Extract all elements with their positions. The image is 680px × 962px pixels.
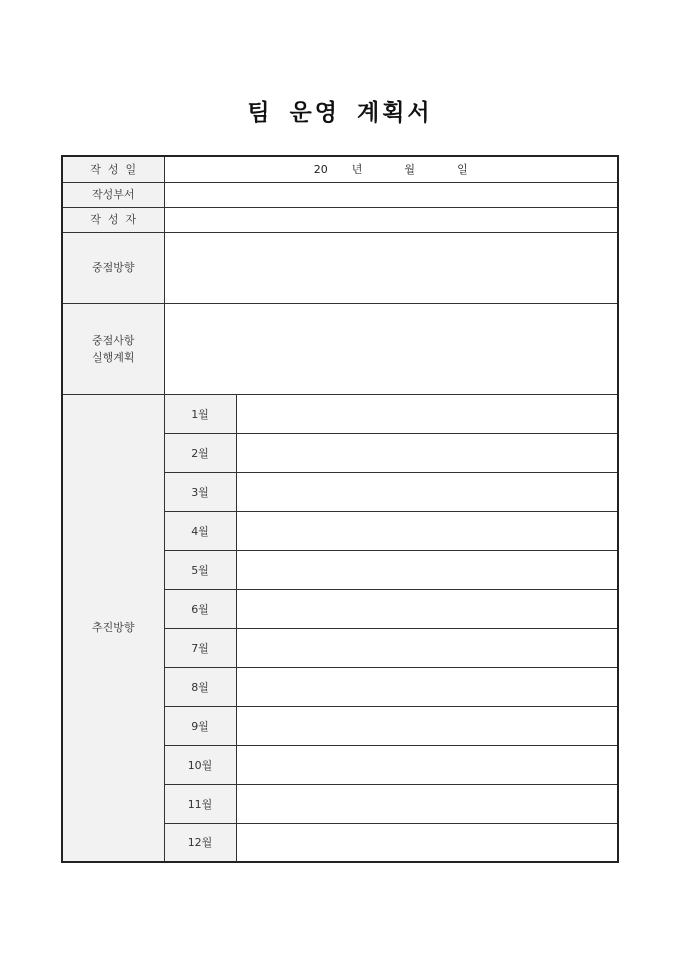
month-field[interactable]: [236, 706, 618, 745]
month-label: 12월: [164, 823, 236, 862]
month-field[interactable]: [236, 823, 618, 862]
month-field[interactable]: [236, 784, 618, 823]
date-day: 일: [457, 163, 468, 177]
author-label: 작성자: [62, 207, 164, 232]
month-label: 9월: [164, 706, 236, 745]
date-year-prefix: 20: [313, 163, 328, 177]
date-year: 년: [351, 163, 363, 177]
month-label: 2월: [164, 433, 236, 472]
month-field[interactable]: [236, 511, 618, 550]
month-field[interactable]: [236, 433, 618, 472]
row-date: [62, 156, 618, 182]
plan-form-table: [61, 155, 619, 863]
author-field[interactable]: [164, 207, 618, 232]
month-field[interactable]: [236, 472, 618, 511]
month-label: 10월: [164, 745, 236, 784]
month-label: 6월: [164, 589, 236, 628]
month-field[interactable]: [236, 550, 618, 589]
row-plan: [62, 303, 618, 394]
row-author: [62, 207, 618, 232]
month-field[interactable]: [236, 394, 618, 433]
dept-label: 작성부서: [62, 182, 164, 207]
document-title: 팀 운영 계획서: [247, 100, 433, 126]
plan-label-line2: 실행계획: [91, 350, 135, 364]
row-dept: [62, 182, 618, 207]
month-label: 7월: [164, 628, 236, 667]
date-field[interactable]: [164, 156, 618, 182]
month-field[interactable]: [236, 628, 618, 667]
progress-label: 추진방향: [62, 394, 164, 862]
month-label: 3월: [164, 472, 236, 511]
month-label: 11월: [164, 784, 236, 823]
month-label: 1월: [164, 394, 236, 433]
plan-field[interactable]: [164, 303, 618, 394]
plan-label-line1: 중점사항: [91, 333, 135, 347]
focus-field[interactable]: [164, 232, 618, 303]
month-label: 4월: [164, 511, 236, 550]
row-focus: [62, 232, 618, 303]
month-field[interactable]: [236, 667, 618, 706]
month-field[interactable]: [236, 589, 618, 628]
month-field[interactable]: [236, 745, 618, 784]
month-label: 5월: [164, 550, 236, 589]
row-month: [62, 394, 618, 433]
month-label: 8월: [164, 667, 236, 706]
date-month: 월: [404, 163, 416, 177]
focus-label: 중점방향: [62, 232, 164, 303]
date-label: 작성일: [62, 156, 164, 182]
plan-label: [62, 303, 164, 394]
dept-field[interactable]: [164, 182, 618, 207]
